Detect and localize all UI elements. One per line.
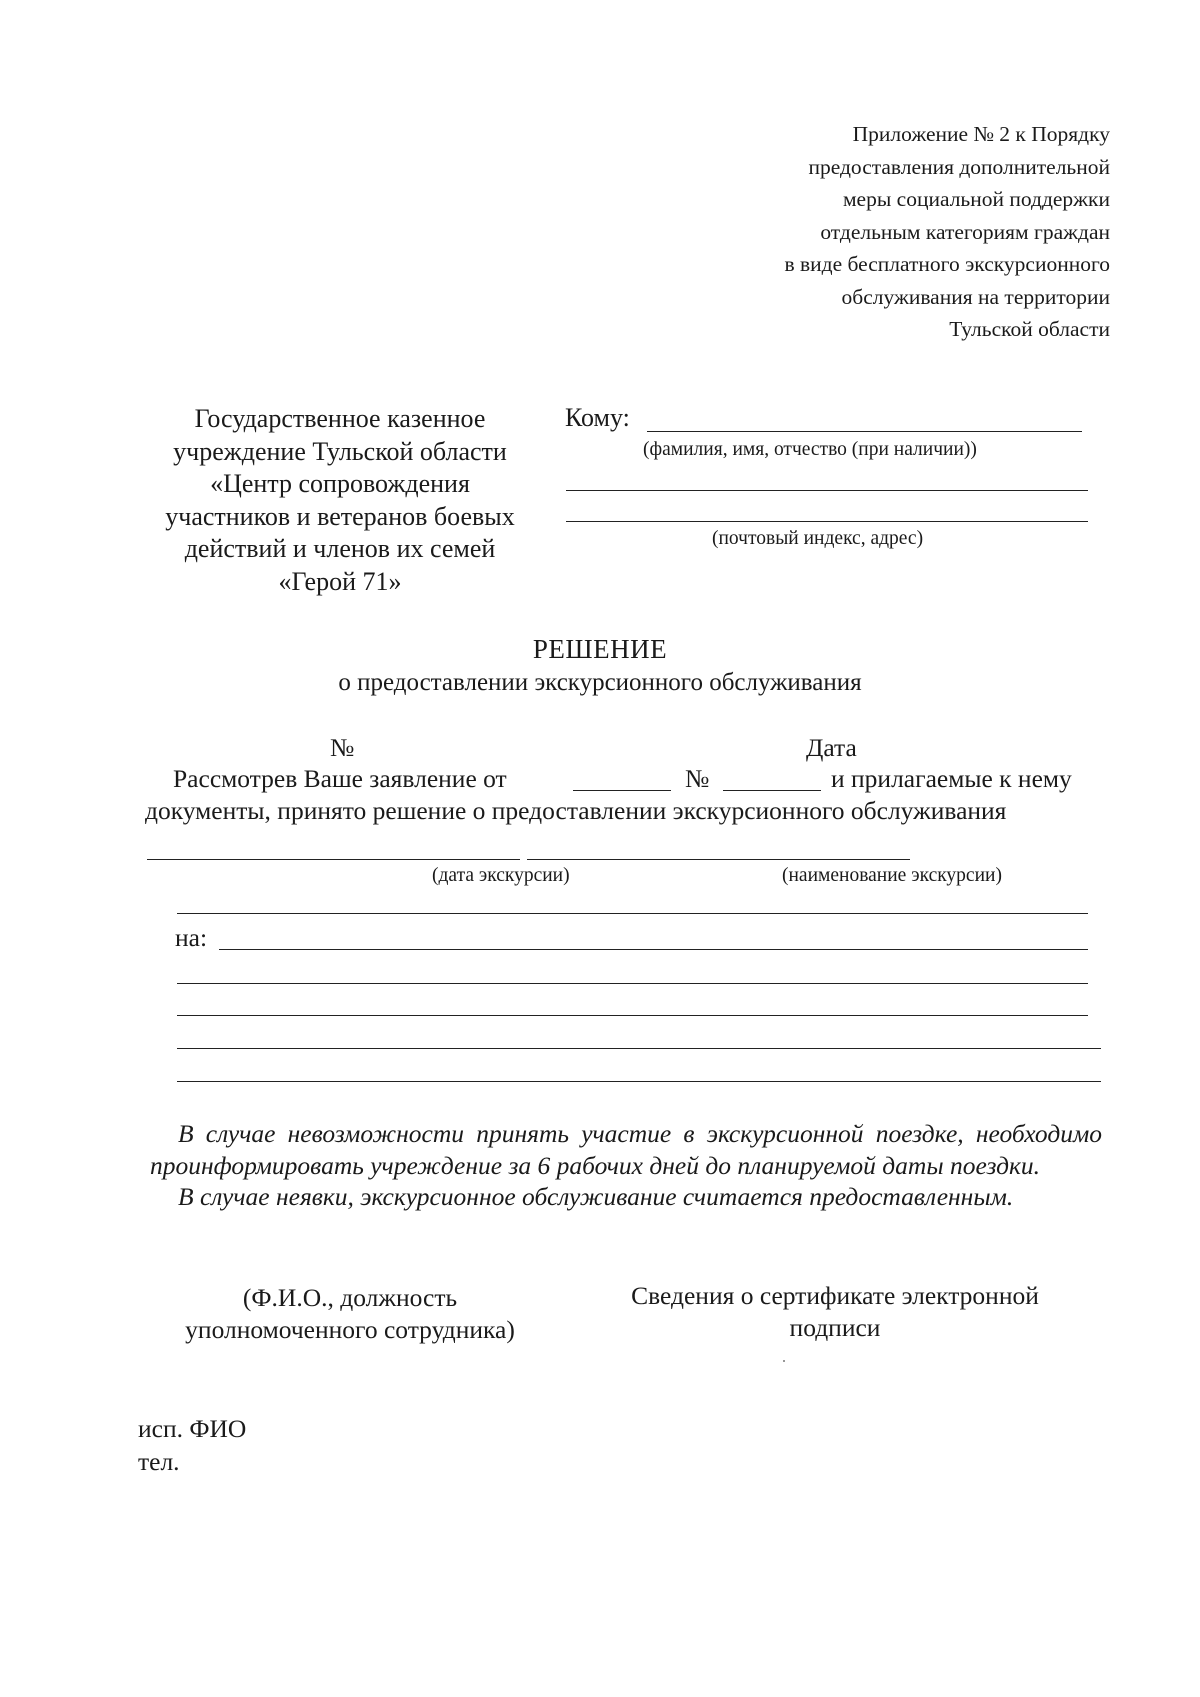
appendix-line: меры социальной поддержки xyxy=(842,187,1110,211)
organization-block xyxy=(140,403,540,598)
executor-phone: тел. xyxy=(138,1447,180,1476)
organization-line: Государственное казенное xyxy=(194,404,486,433)
recipient-address-line-1[interactable] xyxy=(566,490,1088,491)
signatory-line-1: (Ф.И.О., должность xyxy=(242,1283,458,1312)
decision-title: РЕШЕНИЕ xyxy=(532,634,668,664)
excursion-date-caption: (дата экскурсии) xyxy=(432,865,570,886)
certificate-block xyxy=(600,1280,1070,1344)
excursion-name-caption: (наименование экскурсии) xyxy=(782,865,1002,886)
organization-line: действий и членов их семей xyxy=(184,534,496,563)
appendix-line: Приложение № 2 к Порядку xyxy=(852,122,1110,146)
executor-name: исп. ФИО xyxy=(138,1414,247,1443)
decision-subtitle: о предоставлении экскурсионного обслуживания xyxy=(338,669,862,696)
appendix-line: отдельным категориям граждан xyxy=(820,219,1110,244)
recipient-name-caption: (фамилия, имя, отчество (при наличии)) xyxy=(643,439,977,460)
recipient-name-line[interactable] xyxy=(647,431,1082,432)
organization-line: «Герой 71» xyxy=(278,566,402,596)
excursion-name-blank[interactable] xyxy=(527,859,910,860)
participants-line[interactable] xyxy=(219,949,1088,950)
participants-line[interactable] xyxy=(177,1048,1101,1049)
recipient-address-caption: (почтовый индекс, адрес) xyxy=(712,528,924,549)
appendix-line: Тульской области xyxy=(949,317,1110,341)
recipient-label: Кому: xyxy=(565,403,630,432)
participants-line[interactable] xyxy=(177,1081,1101,1082)
decision-date-label: Дата xyxy=(806,733,857,762)
certificate-line-1: Сведения о сертификате электронной xyxy=(631,1281,1039,1310)
application-number-blank[interactable] xyxy=(723,790,821,791)
organization-line: участников и ветеранов боевых xyxy=(165,501,515,531)
stray-dot xyxy=(783,1360,785,1362)
body-number-sign: № xyxy=(685,764,710,793)
body-text-line2: документы, принято решение о предоставлении экскурсионного обслуживания xyxy=(145,796,1007,825)
decision-number-label: № xyxy=(330,733,355,762)
notice-paragraph-1: В случае невозможности принять участие в экскурсионной поездке, необходимо проинформировать учреждение за 6 рабочих дней до планируемой даты поездки. xyxy=(150,1119,1102,1180)
notice-paragraph-2: В случае неявки, экскурсионное обслуживание считается предоставленным. xyxy=(178,1182,1014,1211)
signatory-block xyxy=(150,1282,550,1346)
participants-line[interactable] xyxy=(177,1015,1088,1016)
appendix-line: в виде бесплатного экскурсионного xyxy=(784,252,1110,276)
application-date-blank[interactable] xyxy=(573,790,671,791)
participants-line[interactable] xyxy=(177,983,1088,984)
body-text-part3: и прилагаемые к нему xyxy=(831,764,1072,793)
appendix-line: обслуживания на территории xyxy=(841,284,1110,309)
excursion-date-blank[interactable] xyxy=(147,859,520,860)
organization-line: учреждение Тульской области xyxy=(173,436,507,466)
participants-line[interactable] xyxy=(177,913,1088,914)
na-label: на: xyxy=(175,923,208,952)
certificate-line-2: подписи xyxy=(789,1313,881,1342)
appendix-header xyxy=(690,118,1110,346)
notice-block xyxy=(150,1118,1102,1213)
organization-line: «Центр сопровождения xyxy=(210,469,470,498)
signatory-line-2: уполномоченного сотрудника) xyxy=(185,1315,515,1344)
body-text-part1: Рассмотрев Ваше заявление от xyxy=(173,764,507,793)
recipient-address-line-2[interactable] xyxy=(566,521,1088,522)
appendix-line: предоставления дополнительной xyxy=(808,154,1110,179)
